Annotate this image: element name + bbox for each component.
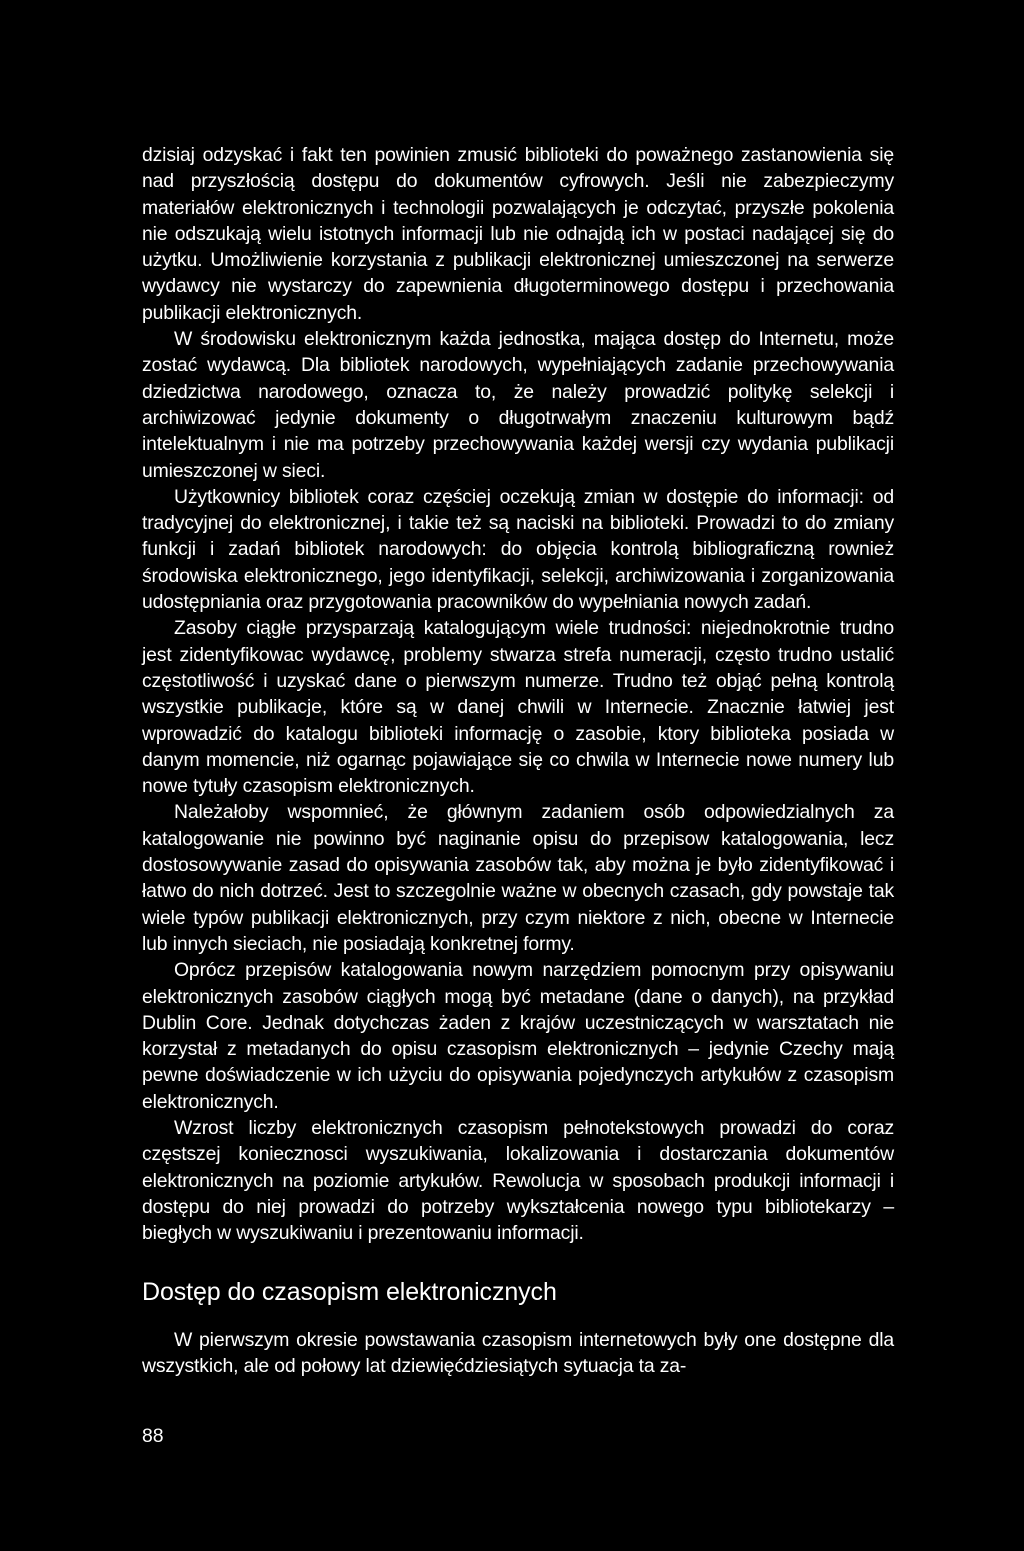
section-body-text	[142, 1327, 894, 1380]
body-text	[142, 142, 894, 1246]
paragraph: W środowisku elektronicznym każda jednostka, mająca dostęp do Internetu, może zostać wydawcą. Dla bibliotek narodowych, wypełniających zadanie przechowywania dziedzictwa narodowego, oznacza to, że należy prowadzić politykę selekcji i archiwizować jedynie dokumenty o długotrwałym znaczeniu kulturowym bądź intelektualnym i nie ma potrzeby przechowywania każdej wersji czy wydania publikacji umieszczonej w sieci.	[142, 328, 894, 482]
paragraph: Oprócz przepisów katalogowania nowym narzędziem pomocnym przy opisywaniu elektronicznych zasobów ciągłych mogą być metadane (dane o danych), na przykład Dublin Core. Jednak dotychczas żaden z krajów uczestniczących w warsztatach nie korzystał z metadanych do opisu czasopism elektronicznych – jedynie Czechy mają pewne doświadczenie w ich użyciu do opisywania pojedynczych artykułów z czasopism elektronicznych.	[142, 959, 894, 1113]
paragraph: W pierwszym okresie powstawania czasopism internetowych były one dostępne dla wszystkich, ale od połowy lat dziewięćdziesiątych sytuacja ta za-	[142, 1329, 894, 1378]
paragraph: Wzrost liczby elektronicznych czasopism pełnotekstowych prowadzi do coraz częstszej koniecznosci wyszukiwania, lokalizowania i dostarczania dokumentów elektronicznych na poziomie artykułów. Rewolucja w sposobach produkcji informacji i dostępu do niej prowadzi do potrzeby wykształcenia nowego typu bibliotekarzy – biegłych w wyszukiwaniu i prezentowaniu informacji.	[142, 1116, 894, 1245]
paragraph: Należałoby wspomnieć, że głównym zadaniem osób odpowiedzialnych za katalogowanie nie powinno być naginanie opisu do przepisow katalogowania, lecz dostosowywanie zasad do opisywania zasobów tak, aby można je było zidentyfikować i łatwo do nich dotrzeć. Jest to szczegolnie ważne w obecnych czasach, gdy powstaje tak wiele typów publikacji elektronicznych, przy czym niektore z nich, obecne w Internecie lub innych sieciach, nie posiadają konkretnej formy.	[142, 801, 894, 955]
section-heading: Dostęp do czasopism elektronicznych	[142, 1278, 557, 1306]
paragraph: Zasoby ciągłe przysparzają katalogującym wiele trudności: niejednokrotnie trudno jest zidentyfikowac wydawcę, problemy stwarza strefa numeracji, często trudno ustalić częstotliwość i uzyskać dane o pierwszym numerze. Trudno też objąć pełną kontrolą wszystkie publikacje, które są w danej chwili w Internecie. Znacznie łatwiej jest wprowadzić do katalogu biblioteki informację o zasobie, ktory biblioteka posiada w danym momencie, niż ogarnąc pojawiające się co chwila w Internecie nowe numery lub nowe tytuły czasopism elektronicznych.	[142, 617, 894, 798]
paragraph: dzisiaj odzyskać i fakt ten powinien zmusić biblioteki do poważnego zastanowienia się nad przyszłością dostępu do dokumentów cyfrowych. Jeśli nie zabezpieczymy materiałów elektronicznych i technologii pozwalających je odczytać, przyszłe pokolenia nie odszukają wielu istotnych informacji lub nie odnajdą ich w postaci nadającej się do użytku. Umożliwienie korzystania z publikacji elektronicznej umieszczonej na serwerze wydawcy nie wystarczy do zapewnienia długoterminowego dostępu i przechowania publikacji elektronicznych.	[142, 144, 894, 324]
paragraph: Użytkownicy bibliotek coraz częściej oczekują zmian w dostępie do informacji: od tradycyjnej do elektronicznej, i takie też są naciski na biblioteki. Prowadzi to do zmiany funkcji i zadań bibliotek narodowych: do objęcia kontrolą bibliograficzną rownież środowiska elektronicznego, jego identyfikacji, selekcji, archiwizowania i zorganizowania udostępniania oraz przygotowania pracowników do wypełniania nowych zadań.	[142, 485, 894, 614]
page-number: 88	[142, 1425, 164, 1447]
